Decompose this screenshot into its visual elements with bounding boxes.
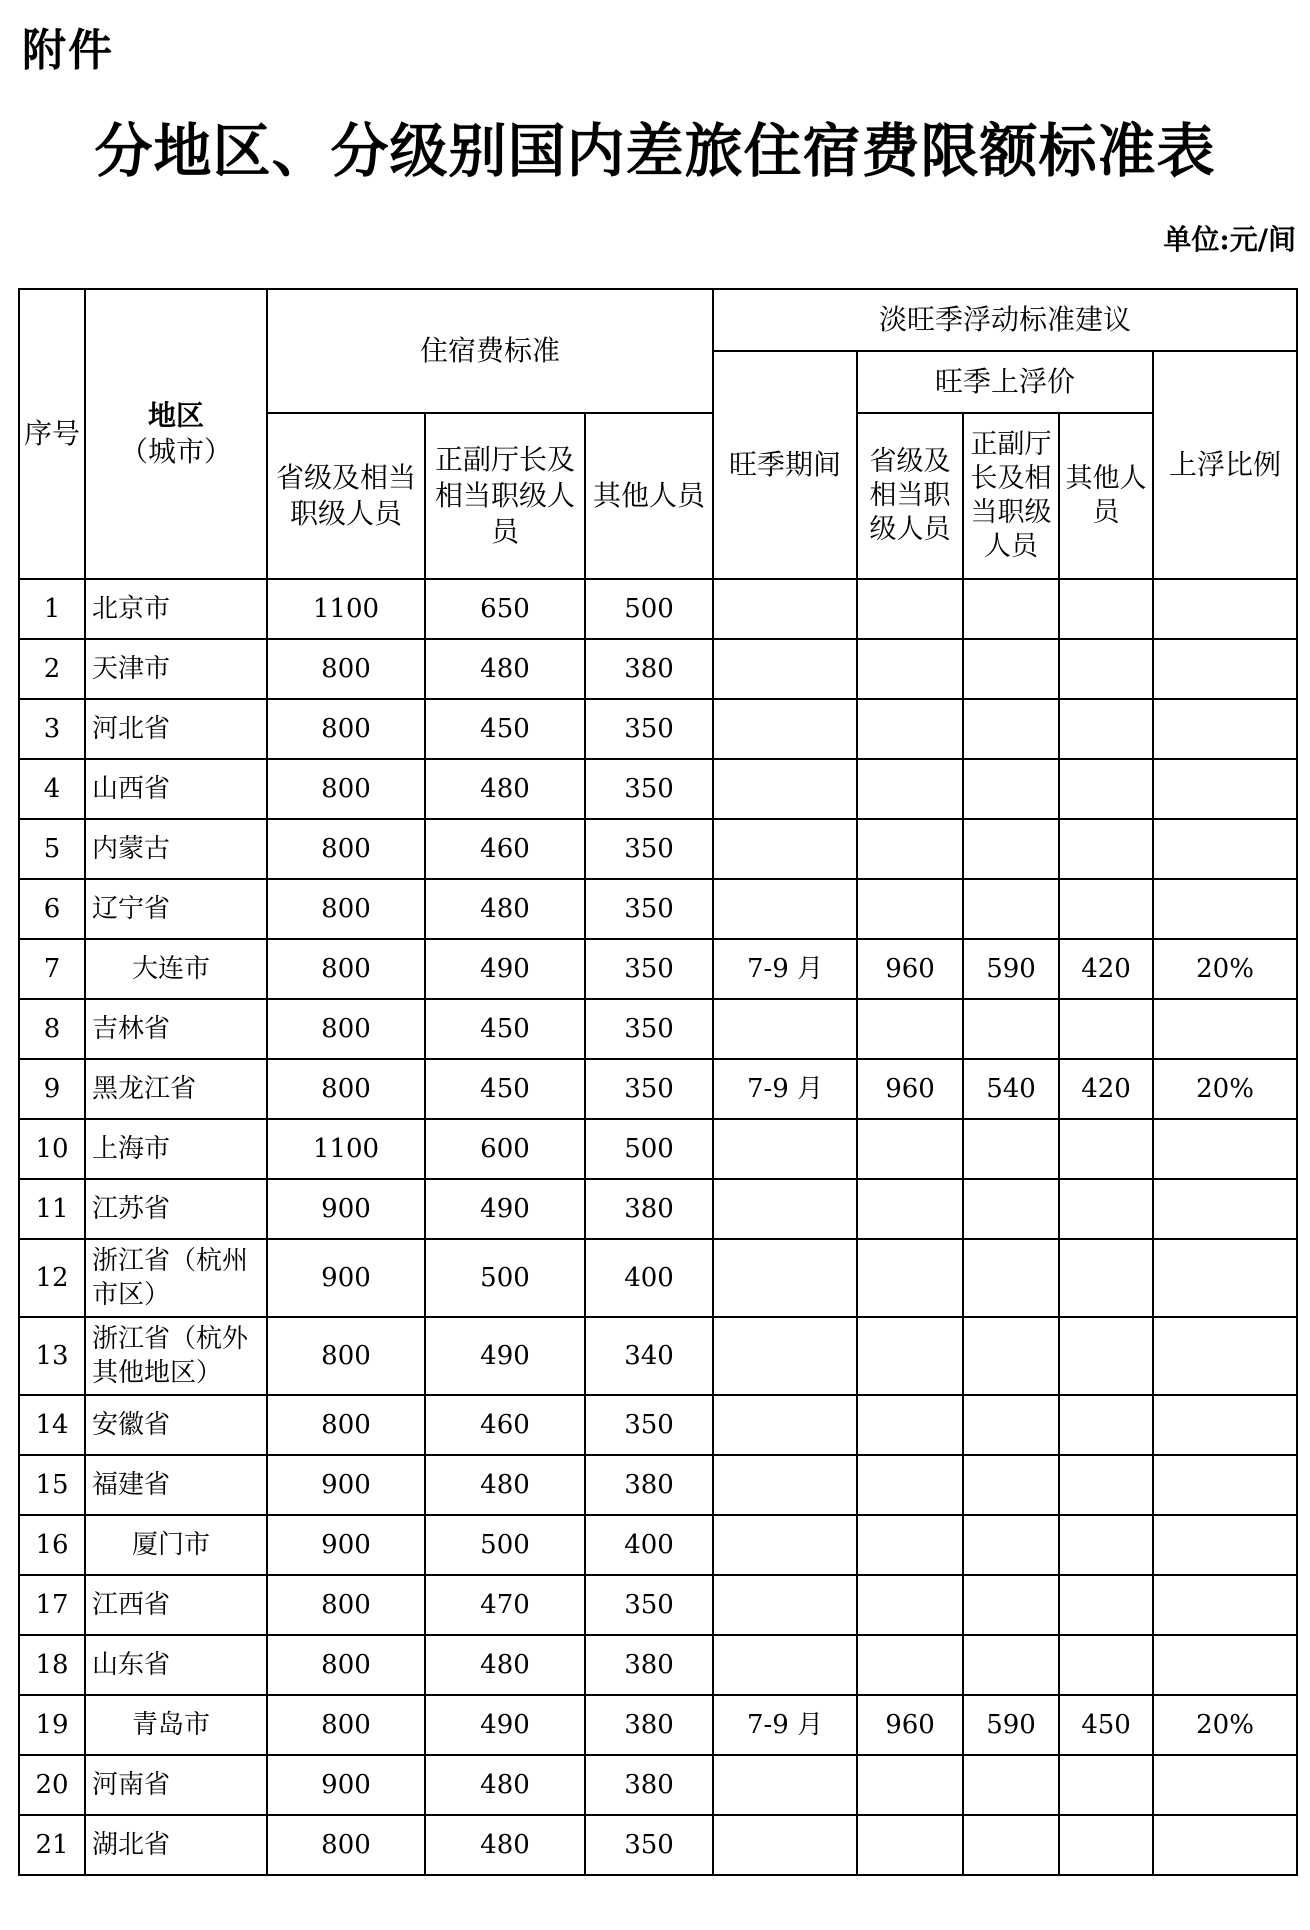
cell-peak-ratio — [1153, 1119, 1297, 1179]
cell-region: 黑龙江省 — [85, 1059, 267, 1119]
header-lodging-provincial: 省级及相当职级人员 — [267, 413, 425, 579]
cell-peak-period — [713, 1755, 857, 1815]
table-row — [19, 1395, 1297, 1455]
cell-lodging-others: 500 — [585, 1119, 713, 1179]
table-row — [19, 939, 1297, 999]
cell-peak-others — [1059, 1515, 1153, 1575]
header-peak-ratio: 上浮比例 — [1153, 351, 1297, 579]
cell-lodging-provincial: 800 — [267, 699, 425, 759]
cell-peak-period — [713, 819, 857, 879]
cell-region: 浙江省（杭州市区） — [85, 1239, 267, 1317]
cell-lodging-others: 350 — [585, 1815, 713, 1875]
cell-peak-others — [1059, 999, 1153, 1059]
cell-lodging-provincial: 900 — [267, 1515, 425, 1575]
table-row — [19, 579, 1297, 639]
cell-peak-others — [1059, 879, 1153, 939]
cell-lodging-director: 500 — [425, 1239, 585, 1317]
cell-region: 浙江省（杭外其他地区） — [85, 1317, 267, 1395]
cell-region: 江西省 — [85, 1575, 267, 1635]
header-seq: 序号 — [19, 289, 85, 579]
cell-peak-ratio — [1153, 1317, 1297, 1395]
cell-lodging-director: 650 — [425, 579, 585, 639]
cell-lodging-provincial: 1100 — [267, 1119, 425, 1179]
cell-peak-provincial — [857, 1119, 963, 1179]
cell-peak-director — [963, 579, 1059, 639]
cell-peak-others — [1059, 699, 1153, 759]
cell-peak-period — [713, 1455, 857, 1515]
table-row — [19, 1239, 1297, 1317]
header-peak-director: 正副厅长及相当职级人员 — [963, 413, 1059, 579]
cell-seq: 17 — [19, 1575, 85, 1635]
cell-seq: 11 — [19, 1179, 85, 1239]
cell-peak-provincial — [857, 1179, 963, 1239]
cell-seq: 4 — [19, 759, 85, 819]
cell-lodging-director: 490 — [425, 1179, 585, 1239]
cell-peak-ratio — [1153, 1455, 1297, 1515]
cell-peak-director: 590 — [963, 1695, 1059, 1755]
cell-peak-director — [963, 819, 1059, 879]
cell-peak-others — [1059, 1575, 1153, 1635]
header-peak-period: 旺季期间 — [713, 351, 857, 579]
cell-peak-director — [963, 1179, 1059, 1239]
cell-lodging-others: 380 — [585, 1179, 713, 1239]
cell-peak-director — [963, 1239, 1059, 1317]
cell-lodging-others: 350 — [585, 999, 713, 1059]
cell-lodging-provincial: 800 — [267, 1059, 425, 1119]
cell-peak-director — [963, 879, 1059, 939]
cell-peak-others — [1059, 1755, 1153, 1815]
cell-seq: 8 — [19, 999, 85, 1059]
header-region-label: 地区 — [147, 399, 204, 432]
cell-peak-ratio — [1153, 879, 1297, 939]
table-row — [19, 1695, 1297, 1755]
cell-seq: 14 — [19, 1395, 85, 1455]
cell-peak-period: 7-9 月 — [713, 1695, 857, 1755]
cell-lodging-provincial: 900 — [267, 1179, 425, 1239]
cell-peak-provincial — [857, 639, 963, 699]
cell-lodging-provincial: 800 — [267, 639, 425, 699]
cell-peak-provincial — [857, 579, 963, 639]
cell-region: 天津市 — [85, 639, 267, 699]
cell-peak-others — [1059, 759, 1153, 819]
cell-peak-ratio — [1153, 639, 1297, 699]
cell-region: 上海市 — [85, 1119, 267, 1179]
cell-region: 内蒙古 — [85, 819, 267, 879]
cell-region: 吉林省 — [85, 999, 267, 1059]
table-header — [19, 289, 1297, 579]
lodging-standard-table — [18, 288, 1298, 1876]
cell-peak-ratio: 20% — [1153, 1059, 1297, 1119]
cell-peak-director — [963, 699, 1059, 759]
cell-seq: 18 — [19, 1635, 85, 1695]
header-peak-others: 其他人员 — [1059, 413, 1153, 579]
cell-peak-provincial — [857, 1317, 963, 1395]
cell-seq: 20 — [19, 1755, 85, 1815]
cell-lodging-provincial: 800 — [267, 1395, 425, 1455]
cell-lodging-others: 400 — [585, 1239, 713, 1317]
cell-lodging-others: 380 — [585, 1635, 713, 1695]
header-peak-price-group: 旺季上浮价 — [857, 351, 1153, 413]
cell-peak-provincial — [857, 999, 963, 1059]
cell-lodging-director: 490 — [425, 1317, 585, 1395]
cell-peak-director — [963, 1575, 1059, 1635]
cell-peak-director: 540 — [963, 1059, 1059, 1119]
cell-peak-director — [963, 1755, 1059, 1815]
cell-seq: 3 — [19, 699, 85, 759]
cell-peak-provincial — [857, 1755, 963, 1815]
cell-lodging-others: 350 — [585, 759, 713, 819]
table-row — [19, 1119, 1297, 1179]
cell-lodging-director: 480 — [425, 1815, 585, 1875]
cell-peak-period — [713, 759, 857, 819]
cell-peak-provincial — [857, 1239, 963, 1317]
table-row — [19, 1635, 1297, 1695]
cell-lodging-provincial: 900 — [267, 1455, 425, 1515]
cell-peak-provincial — [857, 1815, 963, 1875]
cell-peak-period — [713, 1575, 857, 1635]
cell-peak-provincial — [857, 879, 963, 939]
cell-lodging-others: 380 — [585, 1695, 713, 1755]
cell-lodging-director: 450 — [425, 999, 585, 1059]
cell-lodging-provincial: 800 — [267, 999, 425, 1059]
cell-peak-ratio — [1153, 1755, 1297, 1815]
cell-peak-others — [1059, 1635, 1153, 1695]
cell-peak-others — [1059, 1317, 1153, 1395]
cell-lodging-provincial: 900 — [267, 1239, 425, 1317]
cell-lodging-others: 500 — [585, 579, 713, 639]
header-region-sub-label: （城市） — [119, 435, 232, 468]
cell-seq: 5 — [19, 819, 85, 879]
cell-peak-director: 590 — [963, 939, 1059, 999]
cell-lodging-others: 380 — [585, 1755, 713, 1815]
cell-region: 江苏省 — [85, 1179, 267, 1239]
table-row — [19, 879, 1297, 939]
cell-lodging-director: 460 — [425, 819, 585, 879]
cell-peak-director — [963, 639, 1059, 699]
cell-peak-others — [1059, 579, 1153, 639]
cell-lodging-director: 490 — [425, 1695, 585, 1755]
table-row — [19, 1755, 1297, 1815]
cell-peak-provincial — [857, 1515, 963, 1575]
cell-peak-director — [963, 1119, 1059, 1179]
cell-region: 北京市 — [85, 579, 267, 639]
cell-seq: 19 — [19, 1695, 85, 1755]
attachment-label: 附件 — [22, 25, 114, 76]
cell-seq: 12 — [19, 1239, 85, 1317]
cell-lodging-others: 350 — [585, 819, 713, 879]
table-row — [19, 1455, 1297, 1515]
cell-peak-period — [713, 639, 857, 699]
cell-lodging-director: 460 — [425, 1395, 585, 1455]
cell-peak-director — [963, 999, 1059, 1059]
cell-peak-period — [713, 579, 857, 639]
cell-peak-others — [1059, 639, 1153, 699]
table-row — [19, 999, 1297, 1059]
cell-region: 河南省 — [85, 1755, 267, 1815]
cell-peak-ratio — [1153, 579, 1297, 639]
cell-peak-others: 420 — [1059, 939, 1153, 999]
table-row — [19, 699, 1297, 759]
cell-lodging-director: 450 — [425, 699, 585, 759]
cell-region: 青岛市 — [85, 1695, 267, 1755]
cell-lodging-provincial: 800 — [267, 1635, 425, 1695]
cell-seq: 13 — [19, 1317, 85, 1395]
cell-peak-director — [963, 759, 1059, 819]
cell-region: 河北省 — [85, 699, 267, 759]
cell-seq: 9 — [19, 1059, 85, 1119]
cell-seq: 7 — [19, 939, 85, 999]
cell-lodging-director: 480 — [425, 879, 585, 939]
cell-lodging-director: 450 — [425, 1059, 585, 1119]
cell-peak-ratio — [1153, 699, 1297, 759]
cell-peak-period — [713, 1317, 857, 1395]
document-title: 分地区、分级别国内差旅住宿费限额标准表 — [94, 117, 1216, 185]
cell-peak-provincial — [857, 1575, 963, 1635]
cell-peak-period — [713, 1239, 857, 1317]
cell-lodging-others: 350 — [585, 1059, 713, 1119]
header-peak-provincial: 省级及相当职级人员 — [857, 413, 963, 579]
table-row — [19, 759, 1297, 819]
cell-lodging-director: 480 — [425, 1635, 585, 1695]
cell-peak-ratio: 20% — [1153, 1695, 1297, 1755]
cell-region: 大连市 — [85, 939, 267, 999]
cell-peak-provincial: 960 — [857, 1695, 963, 1755]
cell-peak-director — [963, 1815, 1059, 1875]
cell-lodging-provincial: 1100 — [267, 579, 425, 639]
cell-peak-ratio — [1153, 1179, 1297, 1239]
cell-lodging-provincial: 800 — [267, 1815, 425, 1875]
cell-peak-provincial — [857, 1635, 963, 1695]
table-row — [19, 1575, 1297, 1635]
cell-lodging-director: 600 — [425, 1119, 585, 1179]
cell-peak-provincial: 960 — [857, 1059, 963, 1119]
header-season-group: 淡旺季浮动标准建议 — [713, 289, 1297, 351]
cell-peak-director — [963, 1395, 1059, 1455]
header-lodging-others: 其他人员 — [585, 413, 713, 579]
cell-peak-ratio — [1153, 999, 1297, 1059]
cell-peak-ratio: 20% — [1153, 939, 1297, 999]
cell-lodging-provincial: 800 — [267, 1695, 425, 1755]
cell-lodging-provincial: 800 — [267, 879, 425, 939]
cell-peak-period — [713, 999, 857, 1059]
cell-lodging-others: 350 — [585, 699, 713, 759]
cell-peak-others — [1059, 1455, 1153, 1515]
cell-peak-ratio — [1153, 1575, 1297, 1635]
cell-peak-others — [1059, 1239, 1153, 1317]
cell-peak-ratio — [1153, 1635, 1297, 1695]
cell-lodging-director: 480 — [425, 1755, 585, 1815]
cell-peak-period — [713, 699, 857, 759]
cell-peak-ratio — [1153, 1239, 1297, 1317]
cell-lodging-provincial: 800 — [267, 759, 425, 819]
cell-region: 安徽省 — [85, 1395, 267, 1455]
table-body — [19, 579, 1297, 1875]
cell-lodging-provincial: 800 — [267, 939, 425, 999]
cell-lodging-provincial: 800 — [267, 1575, 425, 1635]
cell-peak-others — [1059, 1179, 1153, 1239]
table-row — [19, 819, 1297, 879]
cell-region: 辽宁省 — [85, 879, 267, 939]
cell-lodging-director: 500 — [425, 1515, 585, 1575]
cell-peak-provincial — [857, 1455, 963, 1515]
cell-seq: 16 — [19, 1515, 85, 1575]
cell-region: 福建省 — [85, 1455, 267, 1515]
cell-lodging-others: 380 — [585, 639, 713, 699]
table-row — [19, 639, 1297, 699]
cell-peak-others — [1059, 1119, 1153, 1179]
cell-lodging-provincial: 800 — [267, 819, 425, 879]
table-row — [19, 1317, 1297, 1395]
cell-peak-period — [713, 1815, 857, 1875]
cell-lodging-provincial: 900 — [267, 1755, 425, 1815]
cell-peak-period — [713, 1395, 857, 1455]
cell-seq: 10 — [19, 1119, 85, 1179]
cell-lodging-others: 400 — [585, 1515, 713, 1575]
cell-peak-period — [713, 879, 857, 939]
cell-peak-ratio — [1153, 1515, 1297, 1575]
header-lodging-group: 住宿费标准 — [267, 289, 713, 413]
table-row — [19, 1059, 1297, 1119]
cell-lodging-others: 350 — [585, 1395, 713, 1455]
cell-lodging-director: 480 — [425, 1455, 585, 1515]
header-region — [85, 289, 267, 579]
cell-seq: 15 — [19, 1455, 85, 1515]
cell-peak-provincial — [857, 1395, 963, 1455]
cell-lodging-others: 350 — [585, 939, 713, 999]
cell-seq: 1 — [19, 579, 85, 639]
cell-region: 山西省 — [85, 759, 267, 819]
cell-lodging-provincial: 800 — [267, 1317, 425, 1395]
cell-peak-provincial: 960 — [857, 939, 963, 999]
cell-peak-period — [713, 1179, 857, 1239]
cell-lodging-director: 480 — [425, 759, 585, 819]
unit-label: 单位:元/间 — [1163, 223, 1296, 256]
cell-lodging-director: 480 — [425, 639, 585, 699]
cell-peak-period: 7-9 月 — [713, 939, 857, 999]
cell-peak-period — [713, 1635, 857, 1695]
cell-peak-provincial — [857, 819, 963, 879]
cell-region: 湖北省 — [85, 1815, 267, 1875]
cell-region: 厦门市 — [85, 1515, 267, 1575]
cell-peak-ratio — [1153, 759, 1297, 819]
cell-peak-ratio — [1153, 819, 1297, 879]
cell-peak-provincial — [857, 759, 963, 819]
cell-peak-director — [963, 1515, 1059, 1575]
cell-lodging-others: 350 — [585, 879, 713, 939]
cell-peak-period — [713, 1515, 857, 1575]
cell-peak-provincial — [857, 699, 963, 759]
cell-peak-others: 420 — [1059, 1059, 1153, 1119]
cell-seq: 6 — [19, 879, 85, 939]
cell-peak-others — [1059, 1815, 1153, 1875]
cell-peak-others — [1059, 1395, 1153, 1455]
cell-peak-ratio — [1153, 1395, 1297, 1455]
cell-seq: 2 — [19, 639, 85, 699]
cell-peak-director — [963, 1635, 1059, 1695]
cell-peak-period — [713, 1119, 857, 1179]
table-row — [19, 1515, 1297, 1575]
cell-lodging-others: 340 — [585, 1317, 713, 1395]
table-row — [19, 1179, 1297, 1239]
table-row — [19, 1815, 1297, 1875]
cell-peak-others — [1059, 819, 1153, 879]
cell-region: 山东省 — [85, 1635, 267, 1695]
cell-peak-ratio — [1153, 1815, 1297, 1875]
cell-lodging-others: 350 — [585, 1575, 713, 1635]
cell-seq: 21 — [19, 1815, 85, 1875]
cell-peak-director — [963, 1317, 1059, 1395]
cell-peak-others: 450 — [1059, 1695, 1153, 1755]
cell-lodging-others: 380 — [585, 1455, 713, 1515]
cell-lodging-director: 490 — [425, 939, 585, 999]
cell-lodging-director: 470 — [425, 1575, 585, 1635]
header-lodging-director: 正副厅长及相当职级人员 — [425, 413, 585, 579]
cell-peak-period: 7-9 月 — [713, 1059, 857, 1119]
cell-peak-director — [963, 1455, 1059, 1515]
